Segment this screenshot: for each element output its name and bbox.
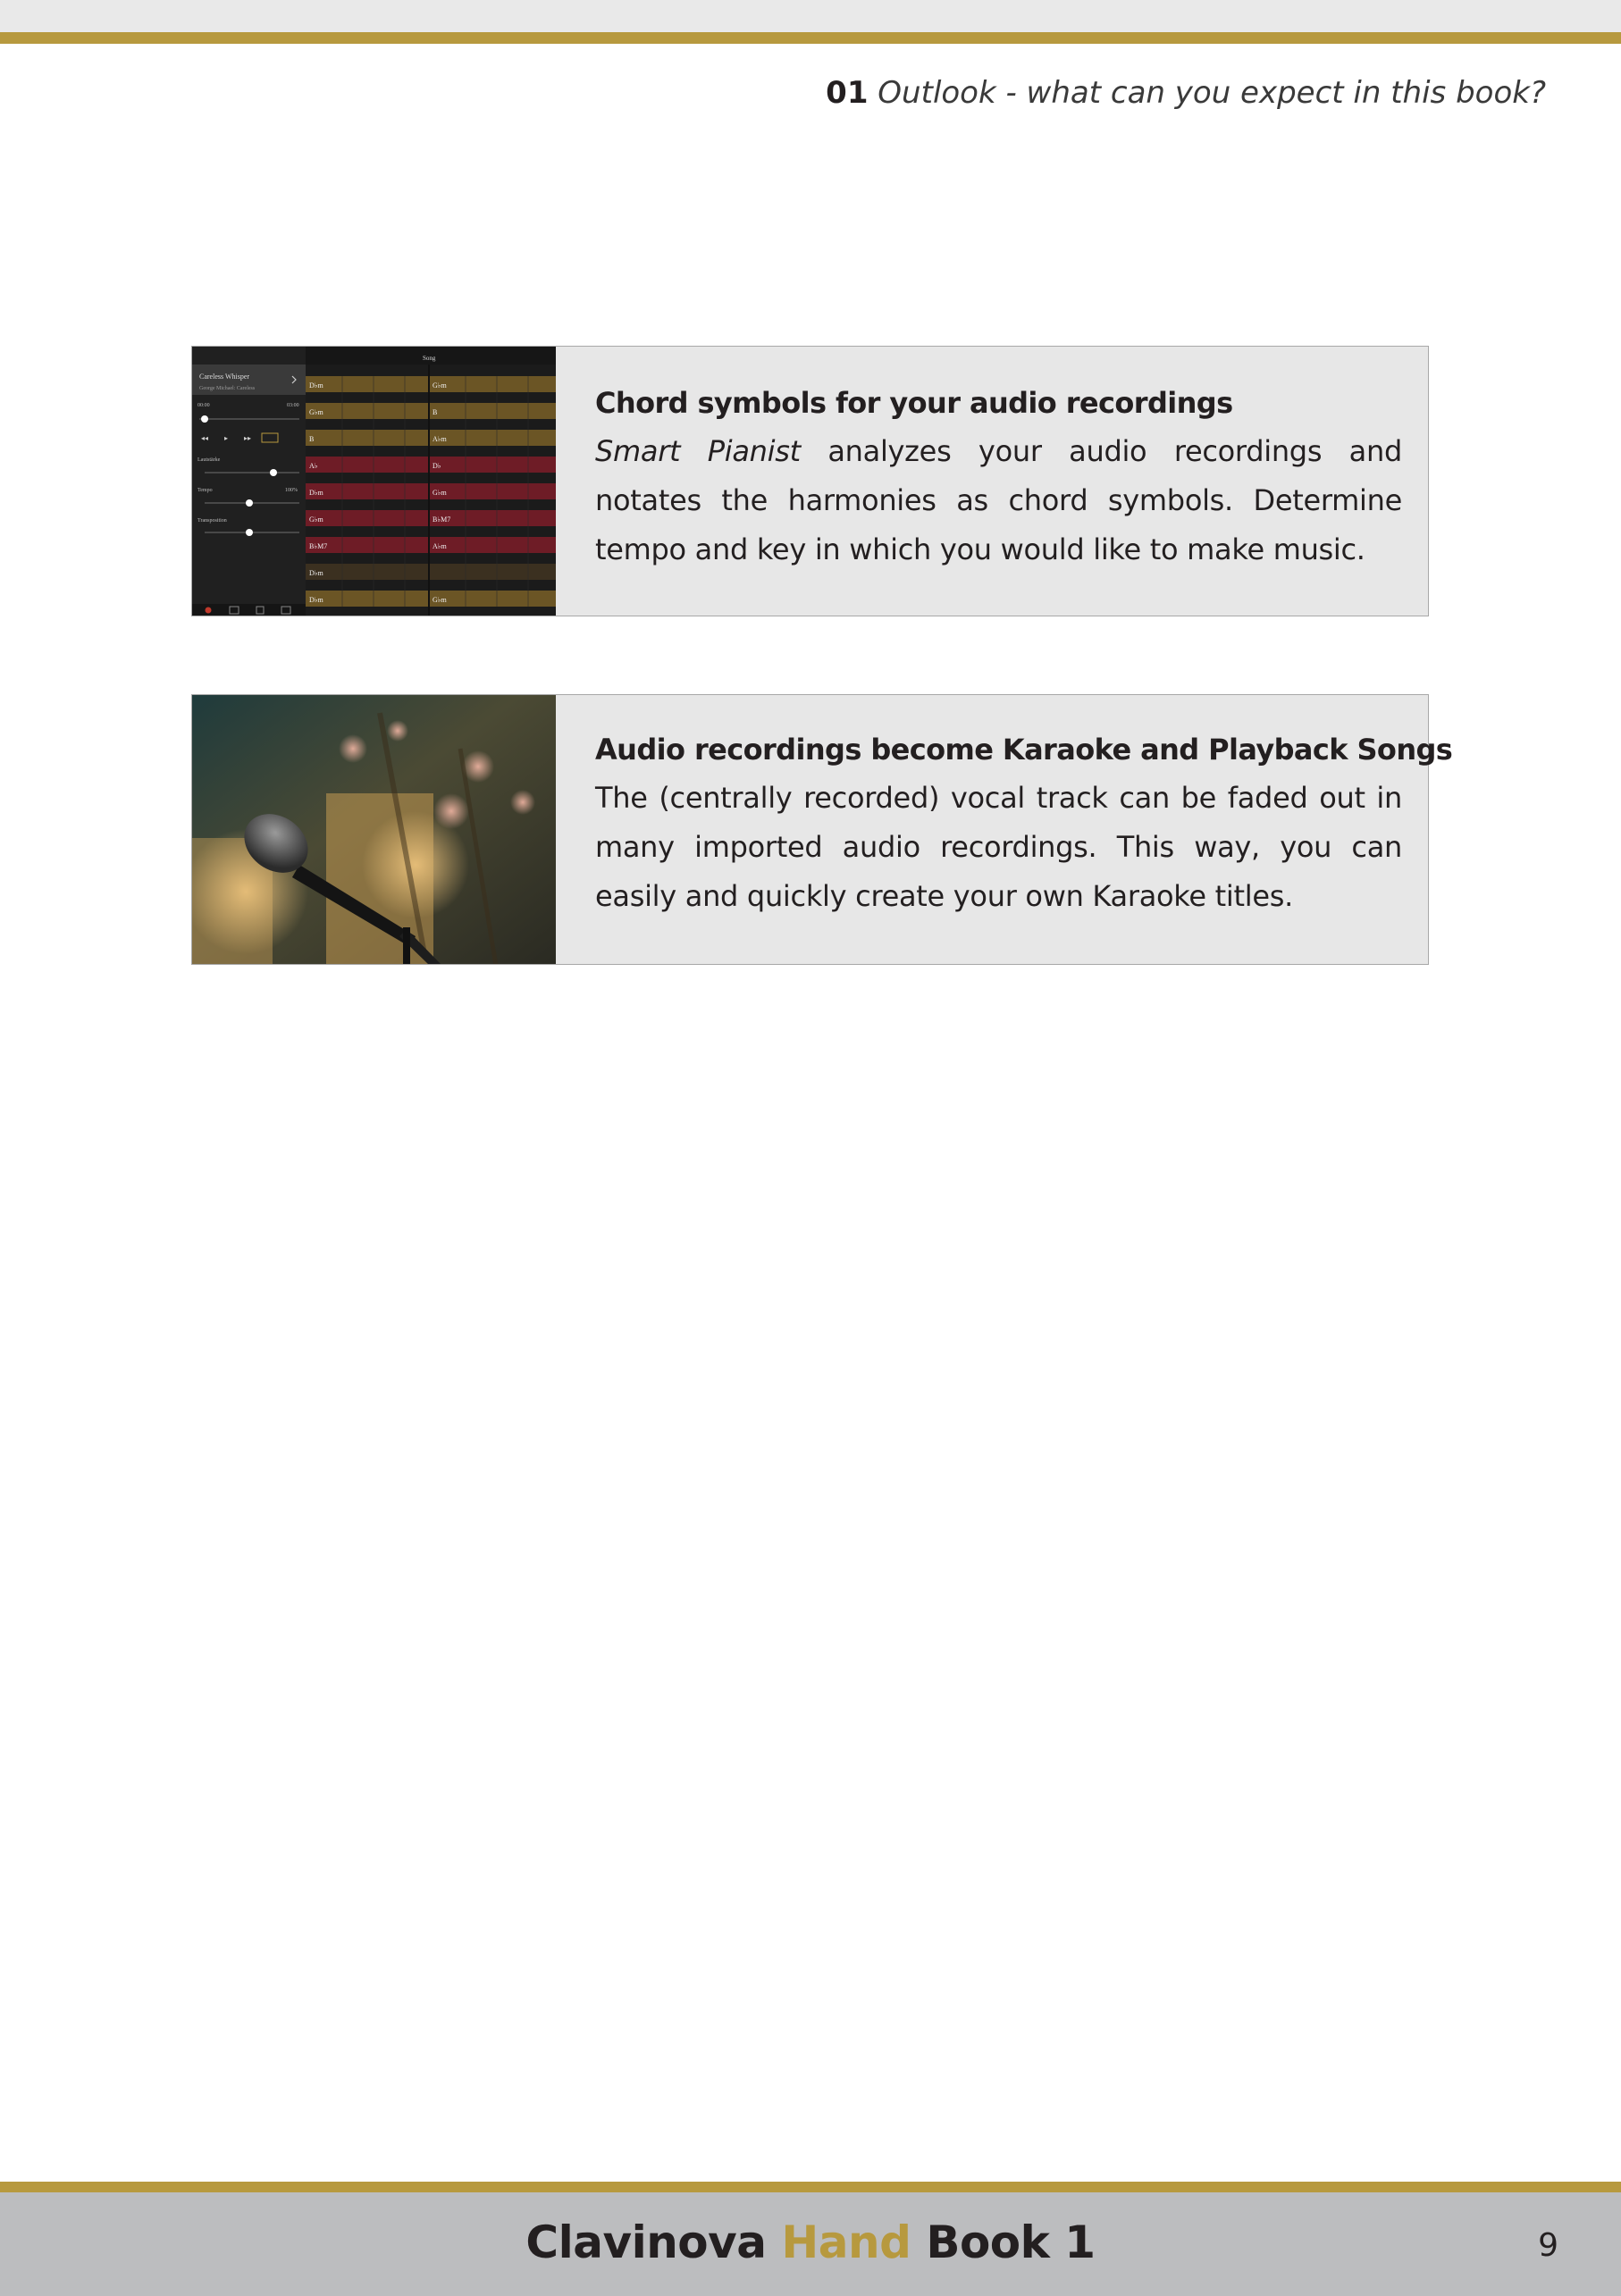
chapter-title: Outlook - what can you expect in this book? <box>878 75 1546 111</box>
footer-accent-rule <box>0 2182 1621 2192</box>
page-number: 9 <box>1538 2227 1558 2264</box>
chord-right-4: D♭ <box>433 462 441 470</box>
song-title-text: Careless Whisper <box>199 373 250 381</box>
volume-label: Lautstärke <box>197 457 221 463</box>
volume-slider-handle[interactable] <box>270 469 277 476</box>
mic-stand <box>403 927 410 964</box>
book-brand <box>0 2216 1621 2269</box>
fast-forward-icon[interactable]: ▸▸ <box>244 434 252 442</box>
chord-left-3: B <box>309 435 315 443</box>
time-start-text: 00:00 <box>197 403 210 408</box>
feature-card-karaoke <box>191 694 1453 965</box>
card-body: The (centrally recorded) vocal track can be faded out in many imported audio recordings. This way, you can easily and quickly create your own Karaoke titles. <box>595 781 1402 913</box>
position-slider-handle[interactable] <box>201 415 208 423</box>
page-footer <box>0 2192 1621 2296</box>
chord-right-5: G♭m <box>433 489 447 497</box>
chord-left-6: G♭m <box>309 515 323 524</box>
card-body <box>595 427 1402 574</box>
brand-hand: Hand <box>781 2216 911 2268</box>
chord-left-5: D♭m <box>309 489 323 497</box>
card-text <box>595 379 1402 574</box>
smart-pianist-screenshot-art <box>192 347 556 616</box>
running-head <box>826 73 1546 113</box>
chapter-number: 01 <box>826 75 869 111</box>
chord-right-6: B♭M7 <box>433 515 451 524</box>
transpose-label: Transposition <box>197 518 227 524</box>
top-accent-rule <box>0 32 1621 44</box>
tempo-label: Tempo <box>197 488 213 493</box>
tempo-value: 100% <box>285 488 298 493</box>
tempo-slider-handle[interactable] <box>246 499 253 507</box>
app-name: Smart Pianist <box>595 434 801 468</box>
card-heading: Chord symbols for your audio recordings <box>595 386 1233 420</box>
rewind-icon[interactable]: ◂◂ <box>201 434 209 442</box>
smart-pianist-screenshot <box>192 347 556 616</box>
top-strip <box>0 0 1621 32</box>
record-icon[interactable] <box>206 608 212 614</box>
transpose-slider-handle[interactable] <box>246 529 253 536</box>
chord-left-2: G♭m <box>309 408 323 416</box>
chord-left-1: D♭m <box>309 381 323 390</box>
chord-left-8: D♭m <box>309 569 323 577</box>
microphone-photo <box>192 695 556 964</box>
chord-right-7: A♭m <box>433 542 447 550</box>
chord-right-9: G♭m <box>433 596 447 604</box>
chord-right-3: A♭m <box>433 435 447 443</box>
microphone-photo-art <box>192 695 556 964</box>
card-heading: Audio recordings become Karaoke and Playback Songs <box>595 733 1453 767</box>
brand-clavinova: Clavinova <box>525 2216 767 2268</box>
card-body-rest: analyzes your audio recordings and notates the harmonies as chord symbols. Determine tempo and key in which you would like to make music. <box>595 434 1402 566</box>
card-text <box>595 725 1453 921</box>
song-artist-text: George Michael: Careless <box>199 386 256 391</box>
chord-right-2: B <box>433 408 438 416</box>
time-end-text: 03:00 <box>287 403 299 408</box>
chord-left-7: B♭M7 <box>309 542 328 550</box>
tab-song-title: Song <box>423 355 436 362</box>
chord-right-1: G♭m <box>433 381 447 390</box>
brand-book: Book 1 <box>926 2216 1096 2268</box>
feature-card-chord-symbols <box>191 346 1429 616</box>
chord-left-4: A♭ <box>309 462 318 470</box>
play-icon[interactable]: ▸ <box>224 434 229 442</box>
chord-left-9: D♭m <box>309 596 323 604</box>
